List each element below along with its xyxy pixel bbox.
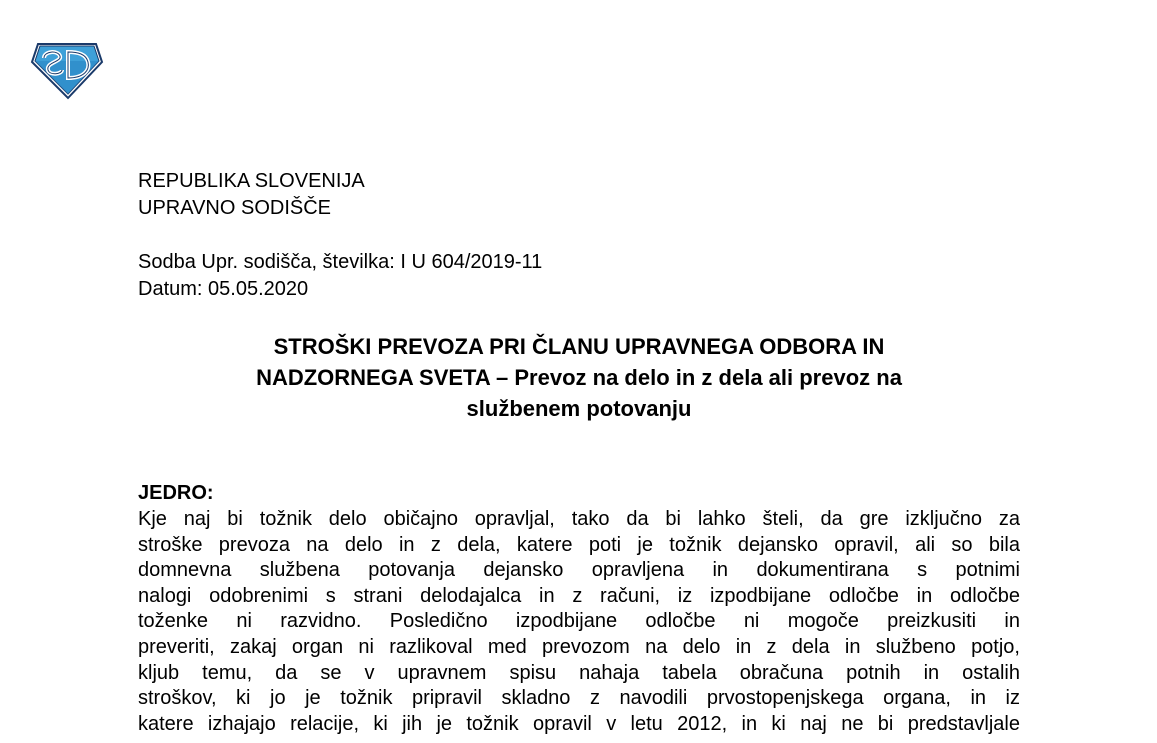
paragraph-line: katere izhajajo relacije, ki jih je tožnik opravil v letu 2012, in ki naj ne bi predstavljale bbox=[138, 712, 1020, 735]
paragraph-line: toženke ni razvidno. Posledično izpodbijane odločbe ni mogoče preizkusiti in bbox=[138, 610, 1020, 633]
court-logo bbox=[30, 40, 104, 100]
case-number: Sodba Upr. sodišča, številka: I U 604/2019-11 bbox=[138, 251, 543, 273]
decision-date: Datum: 05.05.2020 bbox=[138, 278, 309, 300]
case-meta bbox=[138, 249, 542, 303]
jedro-paragraph bbox=[138, 507, 1020, 737]
court-header bbox=[138, 168, 365, 222]
paragraph-line: stroškov, ki jo je tožnik pripravil skladno z navodili prvostopenjskega organa, in iz bbox=[138, 687, 1020, 710]
title-line-3: službenem potovanju bbox=[466, 396, 692, 421]
paragraph-line: nalogi odobrenimi s strani delodajalca in z računi, iz izpodbijane odločbe in odločbe bbox=[138, 584, 1020, 607]
document-title bbox=[138, 331, 1020, 424]
jedro-heading: JEDRO: bbox=[138, 482, 214, 504]
country-name: REPUBLIKA SLOVENIJA bbox=[138, 170, 365, 192]
paragraph-line: preveriti, zakaj organ ni razlikoval med prevozom na delo in z dela in službeno potjo, bbox=[138, 635, 1020, 658]
paragraph-line: Kje naj bi tožnik delo običajno opravljal, tako da bi lahko šteli, da gre izključno za bbox=[138, 508, 1020, 530]
paragraph-line: kljub temu, da se v upravnem spisu nahaja tabela obračuna potnih in ostalih bbox=[138, 661, 1020, 684]
paragraph-line: stroške prevoza na delo in z dela, katere poti je tožnik dejansko opravil, ali so bila bbox=[138, 533, 1020, 556]
title-line-2: NADZORNEGA SVETA – Prevoz na delo in z dela ali prevoz na bbox=[256, 365, 902, 390]
title-line-1: STROŠKI PREVOZA PRI ČLANU UPRAVNEGA ODBORA IN bbox=[273, 334, 885, 359]
court-name: UPRAVNO SODIŠČE bbox=[138, 197, 331, 219]
paragraph-line: domnevna službena potovanja dejansko opravljena in dokumentirana s potnimi bbox=[138, 559, 1020, 582]
